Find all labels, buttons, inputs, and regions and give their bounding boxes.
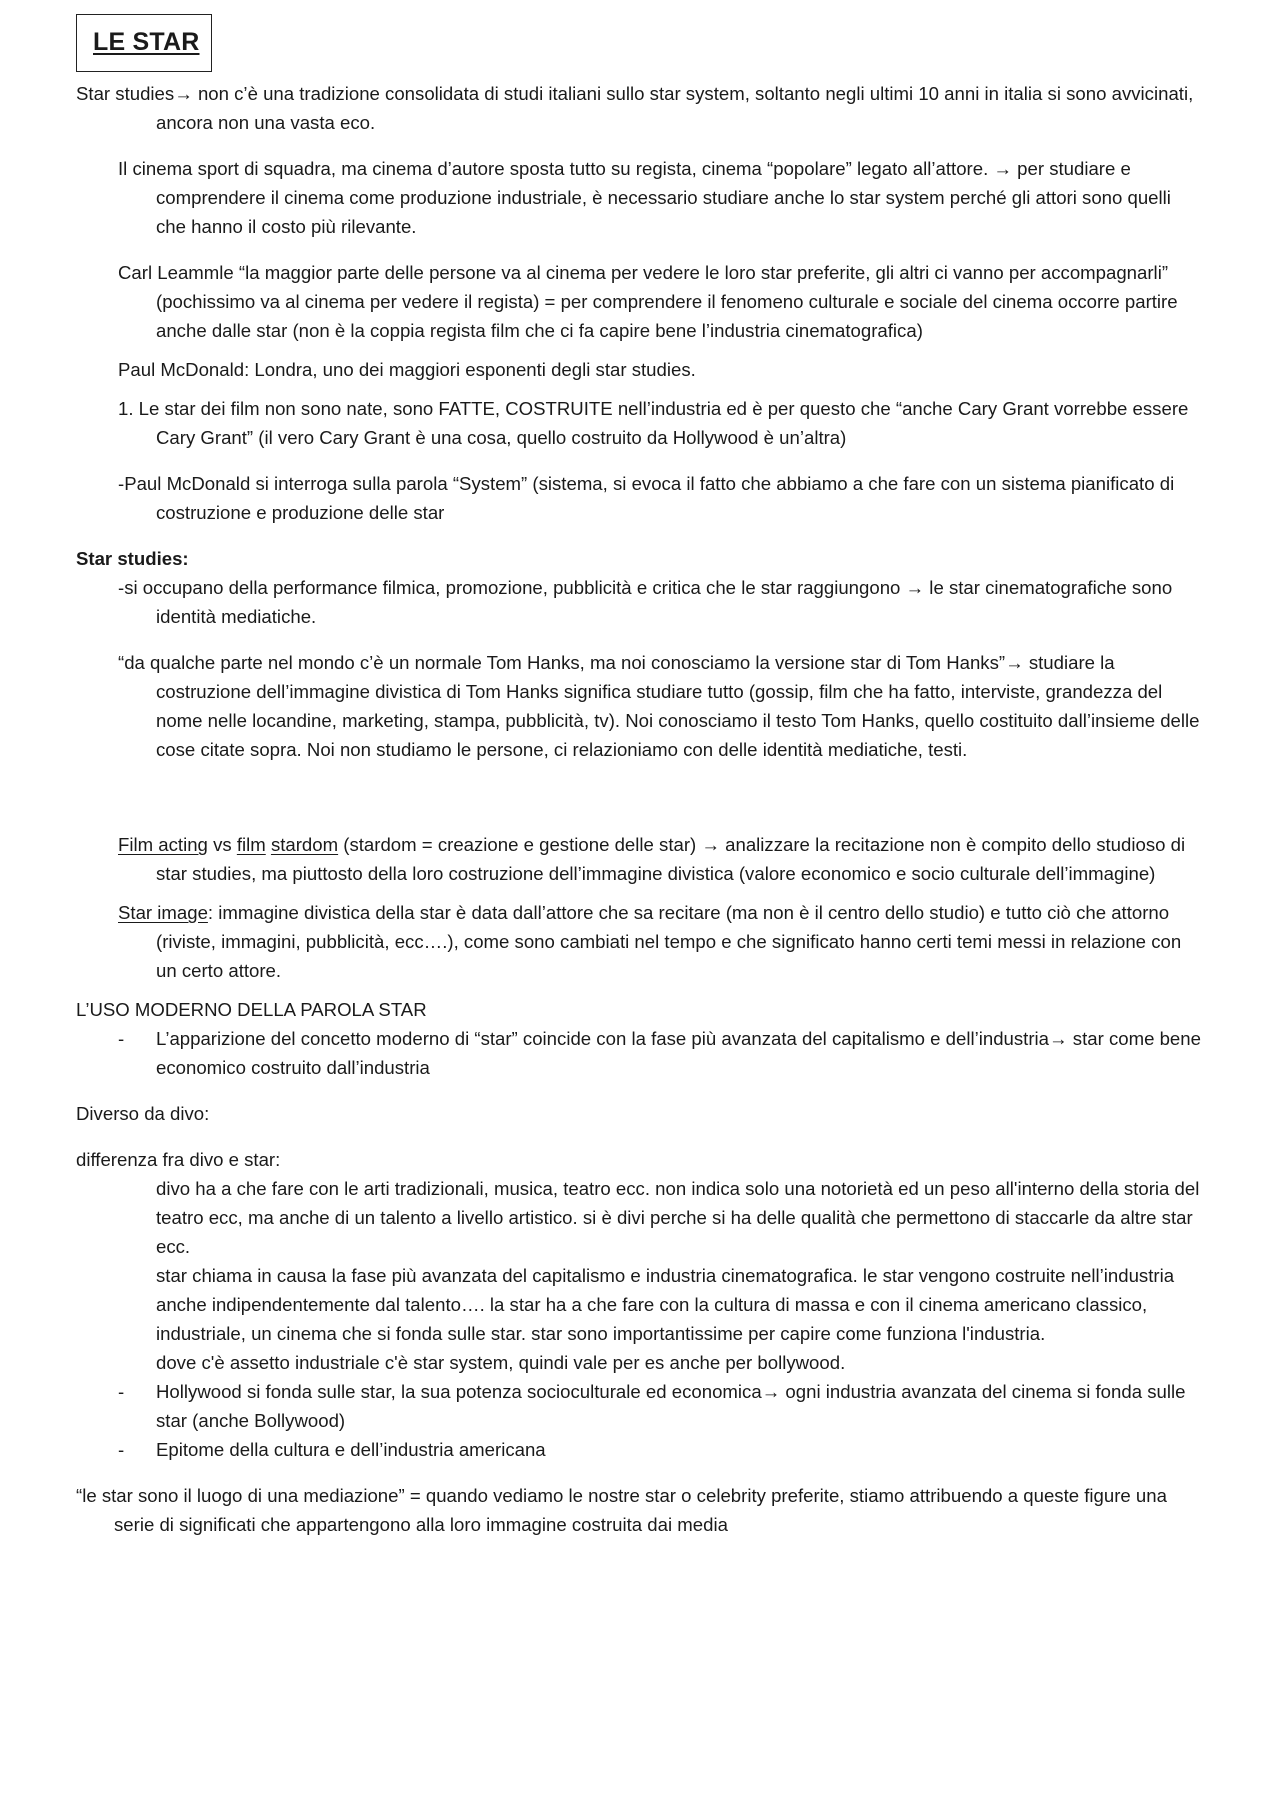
paragraph-film-acting-vs-stardom: Film acting vs film stardom (stardom = creazione e gestione delle star) → analizzare la recitazione non è compito dello studioso di star studies, ma piuttosto della loro costruzione dell’immagine divistica (valore economico e socio culturale dell’immagine): [118, 834, 1186, 884]
paragraph-diverso-da-divo: Diverso da divo:: [76, 1103, 210, 1124]
paragraph-mediazione: “le star sono il luogo di una mediazione” = quando vediamo le nostre star o celebrity preferite, stiamo attribuendo a queste figure una serie di significati che appartengono alla loro immagine costruita dai media: [76, 1485, 1167, 1535]
document-body: [76, 79, 1206, 1539]
paragraph-tom-hanks: “da qualche parte nel mondo c’è un normale Tom Hanks, ma noi conosciamo la versione star di Tom Hanks”→ studiare la costruzione dell’immagine divistica di Tom Hanks significa studiare tutto (gossip, film che ha fatto, interviste, grandezza del nome nelle locandine, marketing, stampa, pubblicità, tv). Noi conosciamo il testo Tom Hanks, quello costituito dall’insieme delle cose citate sopra. Noi non studiamo le persone, ci relazioniamo con delle identità mediatiche, testi.: [118, 652, 1200, 760]
paragraph-star-studies-scope: -si occupano della performance filmica, promozione, pubblicità e critica che le star raggiungono → le star cinematografiche sono identità mediatiche.: [118, 577, 1173, 627]
paragraph-star-image: Star image: immagine divistica della star è data dall’attore che sa recitare (ma non è il centro dello studio) e tutto ciò che attorno (riviste, immagini, pubblicità, ecc….), come sono cambiati nel tempo e che significato hanno certi temi messi in relazione con un certo attore.: [118, 902, 1182, 981]
paragraph-star-studies-intro: Star studies→ non c’è una tradizione consolidata di studi italiani sullo star system, soltanto negli ultimi 10 anni in italia si sono avvicinati, ancora non una vasta eco.: [76, 83, 1194, 133]
paragraph-carl-leammle-quote: Carl Leammle “la maggior parte delle persone va al cinema per vedere le loro star preferite, gli altri ci vanno per accompagnarli” (pochissimo va al cinema per vedere il regista) = per comprendere il fenomeno culturale e sociale del cinema occorre partire anche dalle star (non è la coppia regista film che ci fa capire bene l’industria cinematografica): [118, 262, 1178, 341]
section-heading-uso-moderno: L’USO MODERNO DELLA PAROLA STAR: [76, 999, 427, 1020]
numbered-item-1: 1. Le star dei film non sono nate, sono FATTE, COSTRUITE nell’industria ed è per questo che “anche Cary Grant vorrebbe essere Cary Grant” (il vero Cary Grant è una cosa, quello costruito da Hollywood è un’altra): [118, 398, 1189, 448]
title-box: [76, 14, 212, 72]
term-film: film: [236, 834, 266, 855]
paragraph-paul-mcdonald: Paul McDonald: Londra, uno dei maggiori esponenti degli star studies.: [118, 359, 696, 380]
differenza-block: [76, 1174, 1206, 1377]
dash-marker: -: [118, 1439, 125, 1460]
term-film-acting: Film acting: [118, 834, 208, 855]
paragraph-bollywood-note: dove c'è assetto industriale c'è star system, quindi vale per es anche per bollywood.: [156, 1352, 846, 1373]
term-stardom: stardom: [270, 834, 339, 855]
paragraph-differenza-divo-star: differenza fra divo e star:: [76, 1149, 281, 1170]
heading-star-studies: Star studies:: [76, 548, 189, 569]
page-title: LE STAR: [93, 28, 200, 56]
paragraph-cinema-team-sport: Il cinema sport di squadra, ma cinema d’autore sposta tutto su regista, cinema “popolare” legato all’attore. → per studiare e comprendere il cinema come produzione industriale, è necessario studiare anche lo star system perché gli attori sono quelli che hanno il costo più rilevante.: [118, 158, 1171, 237]
dash-item-epitome: - Epitome della cultura e dell’industria americana: [76, 1435, 1206, 1464]
dash-marker: -: [118, 1381, 125, 1402]
dash-item-hollywood: - Hollywood si fonda sulle star, la sua potenza socioculturale ed economica→ ogni industria avanzata del cinema si fonda sulle star (anche Bollywood): [76, 1377, 1206, 1435]
paragraph-divo-definition: divo ha a che fare con le arti tradizionali, musica, teatro ecc. non indica solo una notorietà ed un peso all'interno della storia del teatro ecc, ma anche di un talento a livello artistico. si è divi perche si ha delle qualità che permettono di staccarle da altre star ecc.: [156, 1178, 1200, 1257]
dash-marker: -: [118, 1028, 125, 1049]
paragraph-star-definition: star chiama in causa la fase più avanzata del capitalismo e industria cinematografica. le star vengono costruite nell’industria anche indipendentemente dal talento…. la star ha a che fare con la cultura di massa e con il cinema americano classico, industriale, un cinema che si fonda sulle star. star sono importantissime per capire come funziona l'industria.: [156, 1265, 1175, 1344]
dash-item-concetto-moderno: - L’apparizione del concetto moderno di “star” coincide con la fase più avanzata del capitalismo e dell’industria→ star come bene economico costruito dall’industria: [76, 1024, 1206, 1082]
term-star-studies: Star studies: [76, 83, 175, 104]
term-star-image: Star image: [118, 902, 208, 923]
paragraph-system-word: -Paul McDonald si interroga sulla parola “System” (sistema, si evoca il fatto che abbiamo a che fare con un sistema pianificato di costruzione e produzione delle star: [118, 473, 1175, 523]
